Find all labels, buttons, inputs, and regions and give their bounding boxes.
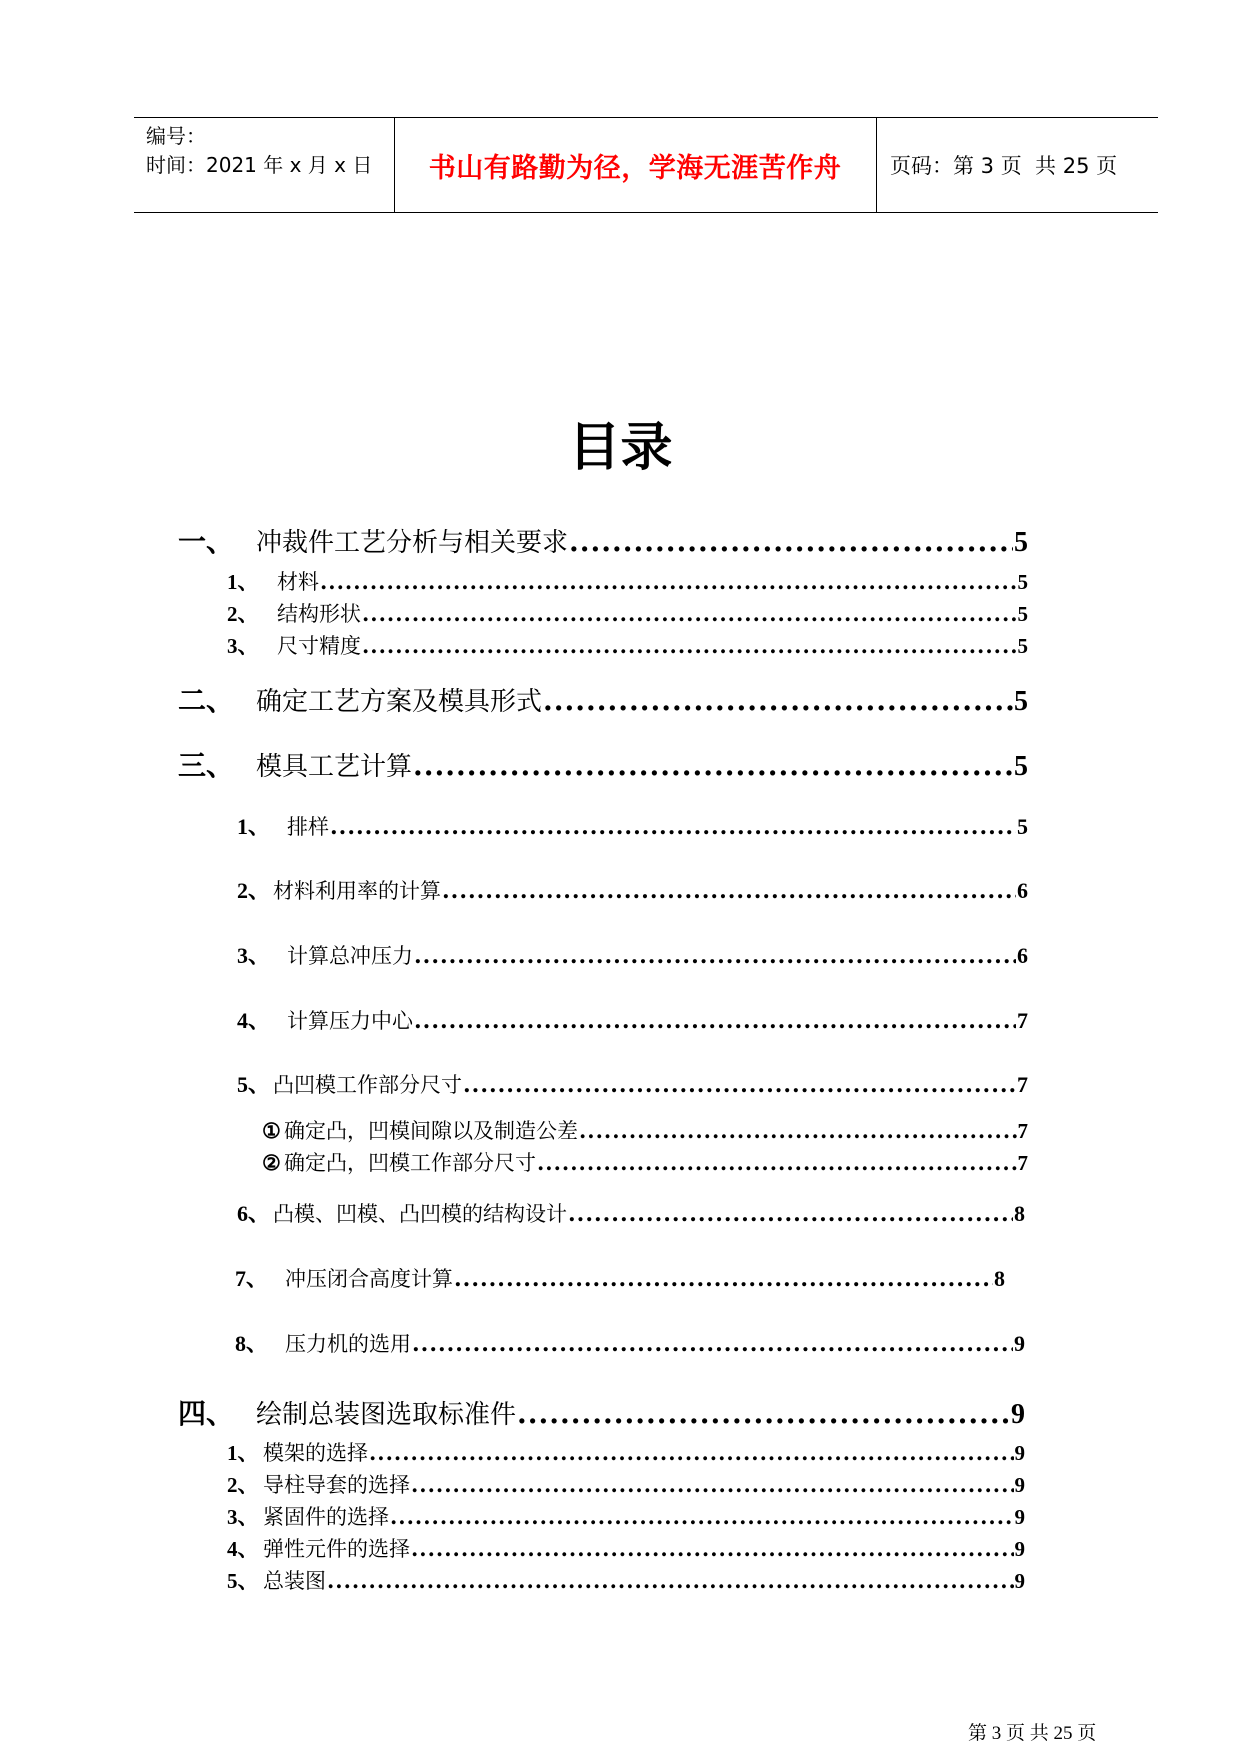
- toc-entry-text: 导柱导套的选择: [263, 1473, 410, 1497]
- toc-entry-text: 确定凸，凹模间隙以及制造公差: [284, 1119, 578, 1143]
- toc-entry-page: 7: [1017, 1072, 1028, 1097]
- toc-entry[interactable]: [237, 1068, 1028, 1099]
- toc-entry-text: 材料利用率的计算: [273, 879, 441, 903]
- header-divider: [876, 118, 877, 212]
- toc-entry[interactable]: [235, 1262, 1005, 1293]
- time-label: 时间：2021 年 x 月 x 日: [146, 153, 373, 177]
- toc-leader-dots: [543, 684, 1013, 717]
- toc-entry-number: 8、: [235, 1331, 269, 1356]
- toc-entry-page: 5: [1014, 686, 1028, 717]
- toc-leader-dots: [537, 1150, 1017, 1175]
- toc-entry-text: 总装图: [263, 1569, 326, 1593]
- toc-entry[interactable]: [235, 1327, 1025, 1358]
- toc-leader-dots: [327, 1568, 1014, 1593]
- toc-entry-text: 确定凸，凹模工作部分尺寸: [284, 1151, 536, 1175]
- toc-entry-text: 压力机的选用: [285, 1332, 411, 1356]
- toc-entry-text: 计算总冲压力: [287, 944, 413, 968]
- toc-leader-dots: [569, 525, 1013, 558]
- toc-entry-text: 模架的选择: [263, 1441, 368, 1465]
- toc-entry-number: 3、: [237, 943, 271, 968]
- toc-entry-page: 9: [1011, 1399, 1025, 1430]
- header-page-info: 页码：第 3 页 共 25 页: [890, 154, 1118, 178]
- toc-leader-dots: [568, 1201, 1013, 1227]
- toc-entry-number: 4、: [237, 1008, 271, 1033]
- toc-entry-text: 排样: [287, 815, 329, 839]
- toc-entry[interactable]: [227, 1565, 1025, 1595]
- toc-entry-number: 7、: [235, 1266, 269, 1291]
- toc-entry-page: 5: [1017, 602, 1028, 626]
- toc-leader-dots: [362, 633, 1017, 658]
- toc-leader-dots: [369, 1440, 1014, 1465]
- header-left-cell: [146, 122, 372, 180]
- toc-entry-number: 5、: [227, 1569, 259, 1593]
- toc-entry-page: 7: [1017, 1119, 1028, 1143]
- toc-leader-dots: [413, 749, 1013, 782]
- toc-entry-number: 三、: [178, 751, 235, 782]
- toc-entry-page: 9: [1014, 1473, 1025, 1497]
- document-title: 目录: [568, 418, 673, 478]
- toc-entry-text: 计算压力中心: [287, 1009, 413, 1033]
- toc-entry-page: 9: [1014, 1331, 1025, 1356]
- toc-entry[interactable]: [178, 1392, 1025, 1432]
- toc-entry-number: ①: [262, 1119, 281, 1143]
- toc-leader-dots: [579, 1118, 1017, 1143]
- toc-leader-dots: [414, 1008, 1016, 1034]
- toc-entry[interactable]: [227, 630, 1028, 660]
- toc-entry-number: 5、: [237, 1072, 271, 1097]
- toc-entry-number: 2、: [227, 1473, 259, 1497]
- toc-entry[interactable]: [237, 939, 1028, 970]
- toc-entry-text: 结构形状: [277, 602, 361, 626]
- toc-entry[interactable]: [237, 1197, 1025, 1228]
- toc-leader-dots: [517, 1397, 1010, 1430]
- toc-entry-text: 绘制总装图选取标准件: [256, 1400, 517, 1430]
- toc-leader-dots: [442, 878, 1016, 904]
- toc-entry[interactable]: [227, 1437, 1025, 1467]
- toc-entry-page: 9: [1014, 1569, 1025, 1593]
- toc-entry[interactable]: [227, 566, 1028, 596]
- toc-entry[interactable]: [227, 1501, 1025, 1531]
- toc-entry-page: 6: [1017, 943, 1028, 968]
- toc-entry-page: 8: [1014, 1201, 1025, 1226]
- page-footer: 第 3 页 共 25 页: [968, 1723, 1097, 1744]
- toc-entry-page: 5: [1017, 570, 1028, 594]
- toc-entry-text: 确定工艺方案及模具形式: [256, 687, 543, 717]
- toc-leader-dots: [411, 1536, 1014, 1561]
- header-motto: 书山有路勤为径，学海无涯苦作舟: [428, 152, 842, 184]
- toc-leader-dots: [330, 814, 1016, 840]
- toc-entry-text: 尺寸精度: [277, 634, 361, 658]
- toc-entry-number: ②: [262, 1151, 281, 1175]
- toc-leader-dots: [412, 1331, 1013, 1357]
- toc-leader-dots: [390, 1504, 1014, 1529]
- toc-entry-number: 2、: [237, 878, 271, 903]
- toc-entry-number: 6、: [237, 1201, 271, 1226]
- page-header: [134, 117, 1158, 213]
- toc-entry[interactable]: [237, 1004, 1028, 1035]
- toc-entry-page: 5: [1014, 527, 1028, 558]
- toc-entry-text: 材料: [277, 570, 319, 594]
- toc-entry-number: 1、: [237, 814, 271, 839]
- toc-leader-dots: [320, 569, 1017, 594]
- toc-leader-dots: [414, 943, 1016, 969]
- toc-entry[interactable]: [227, 1469, 1025, 1499]
- toc-leader-dots: [411, 1472, 1014, 1497]
- toc-entry[interactable]: [227, 1533, 1025, 1563]
- toc-entry-page: 5: [1017, 814, 1028, 839]
- toc-entry[interactable]: [178, 520, 1028, 560]
- toc-entry-number: 4、: [227, 1537, 259, 1561]
- toc-entry[interactable]: [178, 744, 1028, 784]
- toc-entry-page: 5: [1014, 751, 1028, 782]
- toc-entry-page: 9: [1014, 1441, 1025, 1465]
- toc-entry-number: 二、: [178, 686, 235, 717]
- toc-entry-text: 模具工艺计算: [256, 752, 413, 782]
- toc-entry-page: 9: [1014, 1505, 1025, 1529]
- toc-entry-text: 冲压闭合高度计算: [285, 1267, 453, 1291]
- toc-entry-number: 一、: [178, 527, 235, 558]
- toc-entry-text: 凸模、凹模、凸凹模的结构设计: [273, 1202, 567, 1226]
- toc-entry[interactable]: [262, 1115, 1028, 1145]
- toc-entry-page: 7: [1017, 1008, 1028, 1033]
- toc-entry[interactable]: [237, 810, 1028, 841]
- toc-entry[interactable]: [227, 598, 1028, 628]
- number-label: 编号：: [146, 124, 206, 148]
- toc-entry-number: 1、: [227, 1441, 259, 1465]
- toc-entry-text: 紧固件的选择: [263, 1505, 389, 1529]
- toc-entry-page: 8: [994, 1266, 1005, 1291]
- toc-entry-page: 7: [1017, 1151, 1028, 1175]
- toc-leader-dots: [362, 601, 1017, 626]
- toc-leader-dots: [463, 1072, 1016, 1098]
- toc-entry-number: 3、: [227, 1505, 259, 1529]
- toc-entry-page: 5: [1017, 634, 1028, 658]
- toc-entry-number: 2、: [227, 602, 259, 626]
- toc-entry-page: 9: [1014, 1537, 1025, 1561]
- toc-leader-dots: [454, 1266, 993, 1292]
- toc-entry-number: 1、: [227, 570, 259, 594]
- toc-entry-page: 6: [1017, 878, 1028, 903]
- toc-entry-number: 四、: [178, 1399, 235, 1430]
- toc-entry[interactable]: [178, 679, 1028, 719]
- toc-entry-text: 冲裁件工艺分析与相关要求: [256, 528, 569, 558]
- toc-entry[interactable]: [237, 874, 1028, 905]
- toc-entry-text: 凸凹模工作部分尺寸: [273, 1073, 462, 1097]
- toc-entry-text: 弹性元件的选择: [263, 1537, 410, 1561]
- toc-entry[interactable]: [262, 1147, 1028, 1177]
- toc-entry-number: 3、: [227, 634, 259, 658]
